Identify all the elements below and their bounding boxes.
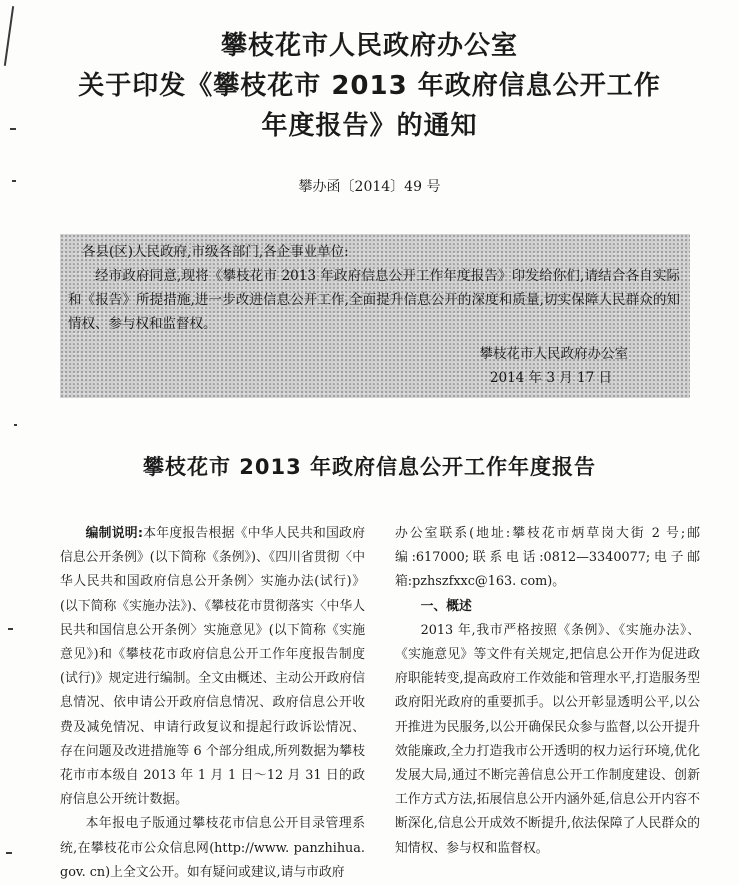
notice-date: 2014 年 3 月 17 日 bbox=[489, 370, 612, 386]
left-column bbox=[60, 522, 365, 885]
title-line-1: 攀枝花市人民政府办公室 bbox=[220, 31, 518, 61]
electronic-version-paragraph: 本年报电子版通过攀枝花市信息公开目录管理系统,在攀枝花市公众信息网(http://www. panzhihua. gov. cn)上全文公开。如有疑问或建议,请与市政府 bbox=[60, 816, 365, 880]
editor-note-paragraph bbox=[60, 522, 365, 812]
notice-box bbox=[60, 234, 690, 398]
notice-signer: 攀枝花市人民政府办公室 bbox=[479, 346, 628, 362]
notice-addressee: 各县(区)人民政府,市级各部门,各企事业单位: bbox=[82, 244, 349, 260]
section-1-body: 2013 年,我市严格按照《条例》、《实施办法》、《实施意见》等文件有关规定,把信息公开作为促进政府职能转变,提高政府工作效能和管理水平,打造服务型政府阳光政府的重要抓手。以公开彰显透明公平,以公开推进为民服务,以公开确保民众参与监督,以公开提升效能廉政,全力打造我市公开透明的权力运行环境,优化发展大局,通过不断完善信息公开工作制度建设、创新工作方式方法,拓展信息公开内涵外延,信息公开内容不断深化,信息公开成效不断提升,依法保障了人民群众的知情权、参与权和监督权。 bbox=[395, 622, 700, 856]
notice-title bbox=[0, 26, 739, 146]
document-number: 攀办函〔2014〕49 号 bbox=[298, 179, 441, 195]
contact-paragraph: 办公室联系(地址:攀枝花市炳草岗大街 2 号;邮编:617000;联系电话:0812—3340077;电子邮箱:pzhszfxxc@163. com)。 bbox=[395, 526, 700, 590]
report-title: 攀枝花市 2013 年政府信息公开工作年度报告 bbox=[142, 455, 597, 479]
editor-note-label: 编制说明: bbox=[85, 526, 143, 541]
editor-note-body: 本年度报告根据《中华人民共和国政府信息公开条例》(以下简称《条例》)、《四川省贯彻〈中华人民共和国政府信息公开条例〉实施办法(试行)》(以下简称《实施办法》)、《攀枝花市贯彻落实〈中华人民共和国信息公开条例〉实施意见》(以下简称《实施意见》)和《攀枝花市政府信息公开工作年度报告制度(试行)》规定进行编制。全文由概述、主动公开政府信息情况、依申请公开政府信息情况、政府信息公开收费及减免情况、申请行政复议和提起行政诉讼情况、存在问题及改进措施等 6 个部分组成,所列数据为攀枝花市市本级自 2013 年 1 月 1 日～12 月 31 日的政府信息公开统计数据。 bbox=[60, 526, 366, 808]
notice-body: 经市政府同意,现将《攀枝花市 2013 年政府信息公开工作年度报告》印发给你们,请结合各自实际和《报告》所提措施,进一步改进信息公开工作,全面提升信息公开的深度和质量,切实保障人民群众的知情权、参与权和监督权。 bbox=[68, 268, 680, 332]
title-line-3: 年度报告》的通知 bbox=[261, 111, 478, 141]
title-line-2: 关于印发《攀枝花市 2013 年政府信息公开工作 bbox=[78, 71, 661, 101]
right-column bbox=[395, 522, 700, 861]
section-1-heading: 一、概述 bbox=[420, 598, 472, 614]
